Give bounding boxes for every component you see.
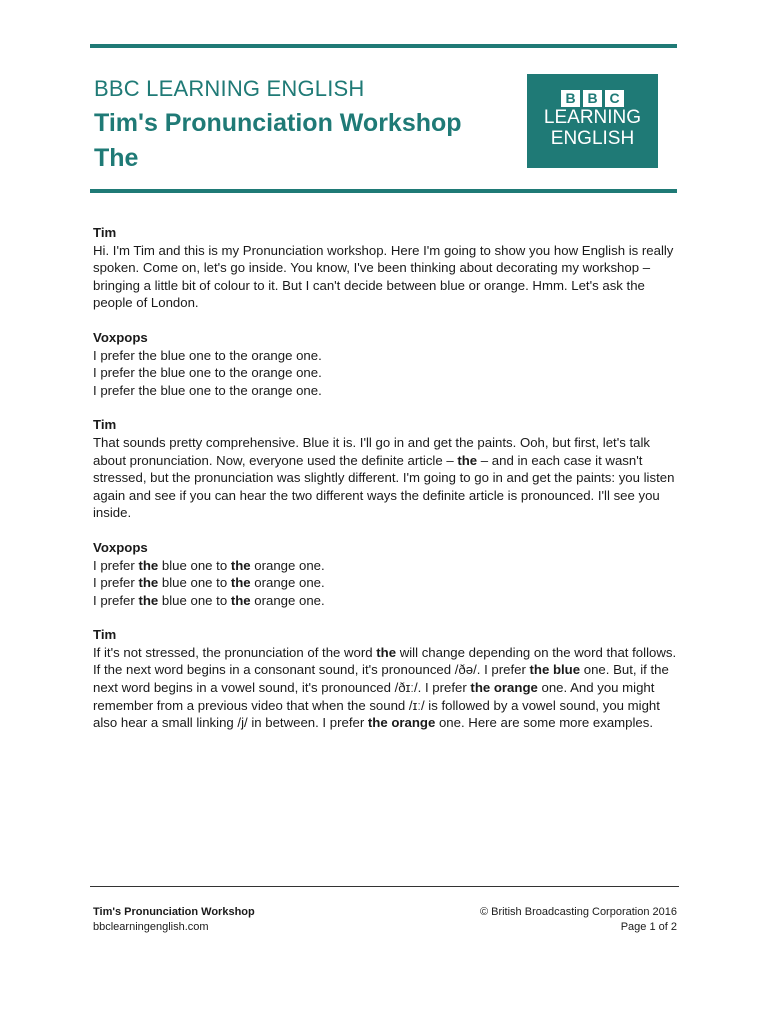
emphasis-text: the blue [529,662,581,678]
text-segment: – and in each case it wasn't stressed, but the pronunciation was slightly different. I'm going to go in and get the paints: you listen again and see if you can hear the two different ways the definite article is pronounced. I'll see you inside. [93,452,675,521]
text-segment: blue one to [158,592,231,608]
title-line-1: Tim's Pronunciation Workshop [94,109,462,137]
emphasis-text: the [138,575,159,591]
text-segment: orange one. [250,592,325,608]
text-segment: one. Here are some more examples. [435,715,654,731]
transcript-line [93,592,678,610]
bbc-learning-english-logo [527,74,658,168]
transcript-line [93,382,678,400]
footer-url: bbclearningenglish.com [93,921,209,933]
document-title [94,106,462,176]
logo-text-learning: LEARNING [543,107,642,128]
transcript-line [93,242,678,312]
footer-copyright: © British Broadcasting Corporation 2016 [479,906,677,918]
text-segment: orange one. [250,575,325,591]
footer-right [480,905,677,935]
emphasis-text: the [230,575,251,591]
speaker-text [93,434,678,522]
logo-text-english: ENGLISH [550,128,635,149]
emphasis-text: the [138,557,159,573]
transcript-line [93,644,678,732]
title-line-2: The [94,144,139,172]
bbc-block-3: C [605,90,624,107]
speaker-text [93,347,678,400]
text-segment: blue one to [158,557,231,573]
transcript-line [93,364,678,382]
emphasis-text: the [376,644,397,660]
speaker-name: Tim [93,417,117,433]
footer-rule [90,886,679,887]
text-segment: If it's not stressed, the pronunciation of the word [93,644,377,660]
transcript [93,224,678,749]
emphasis-text: the [230,557,251,573]
footer-title: Tim's Pronunciation Workshop [93,906,255,918]
text-segment: I prefer the blue one to the orange one. [93,365,322,381]
text-segment: one. And you might remember from a previous video that when the sound /ɪː/ is followed by a vowel sound, you might also hear a small linking /j/ in between. I prefer [93,680,660,731]
bbc-blocks [527,90,658,107]
speaker-text [93,557,678,610]
speaker-name: Tim [93,225,117,240]
text-segment: I prefer [93,557,139,573]
text-segment: I prefer [93,592,139,608]
text-segment: will change depending on the word that follows. If the next word begins in a consonant sound, it's pronounced /ðə/. I prefer [93,644,677,678]
speaker-text [93,242,678,312]
emphasis-text: the orange [470,680,538,696]
emphasis-text: the [138,592,159,608]
text-segment: one. But, if the next word begins in a vowel sound, it's pronounced /ðɪː/. I prefer [93,662,669,696]
text-segment: blue one to [158,575,231,591]
speaker-text [93,644,678,732]
text-segment: orange one. [250,557,325,573]
speaker-name: Voxpops [93,539,148,555]
text-segment: I prefer the blue one to the orange one. [93,347,322,363]
footer-left [93,905,255,935]
speaker-name: Voxpops [93,329,148,345]
text-segment: Hi. I'm Tim and this is my Pronunciation workshop. Here I'm going to show you how English is really spoken. Come on, let's go inside. You know, I've been thinking about decorating my workshop – bringing a little bit of colour to it. But I can't decide between blue or orange. Hmm. Let's ask the people of London. [93,242,674,311]
header-bottom-rule [90,189,677,193]
emphasis-text: the [457,452,478,468]
bbc-block-2: B [583,90,602,107]
bbc-block-1: B [561,90,580,107]
text-segment: I prefer [93,575,139,591]
speaker-name: Tim [93,627,117,643]
text-segment: I prefer the blue one to the orange one. [93,382,322,398]
page-number: Page 1 of 2 [620,921,677,933]
transcript-line [93,347,678,365]
transcript-line [93,557,678,575]
brand-name: BBC LEARNING ENGLISH [94,76,365,101]
text-segment: That sounds pretty comprehensive. Blue it is. I'll go in and get the paints. Ooh, but first, let's talk about pronunciation. Now, everyone used the definite article – [93,434,650,468]
transcript-line [93,574,678,592]
emphasis-text: the [230,592,251,608]
transcript-line [93,434,678,522]
emphasis-text: the orange [367,715,436,731]
header-top-rule [90,44,677,48]
